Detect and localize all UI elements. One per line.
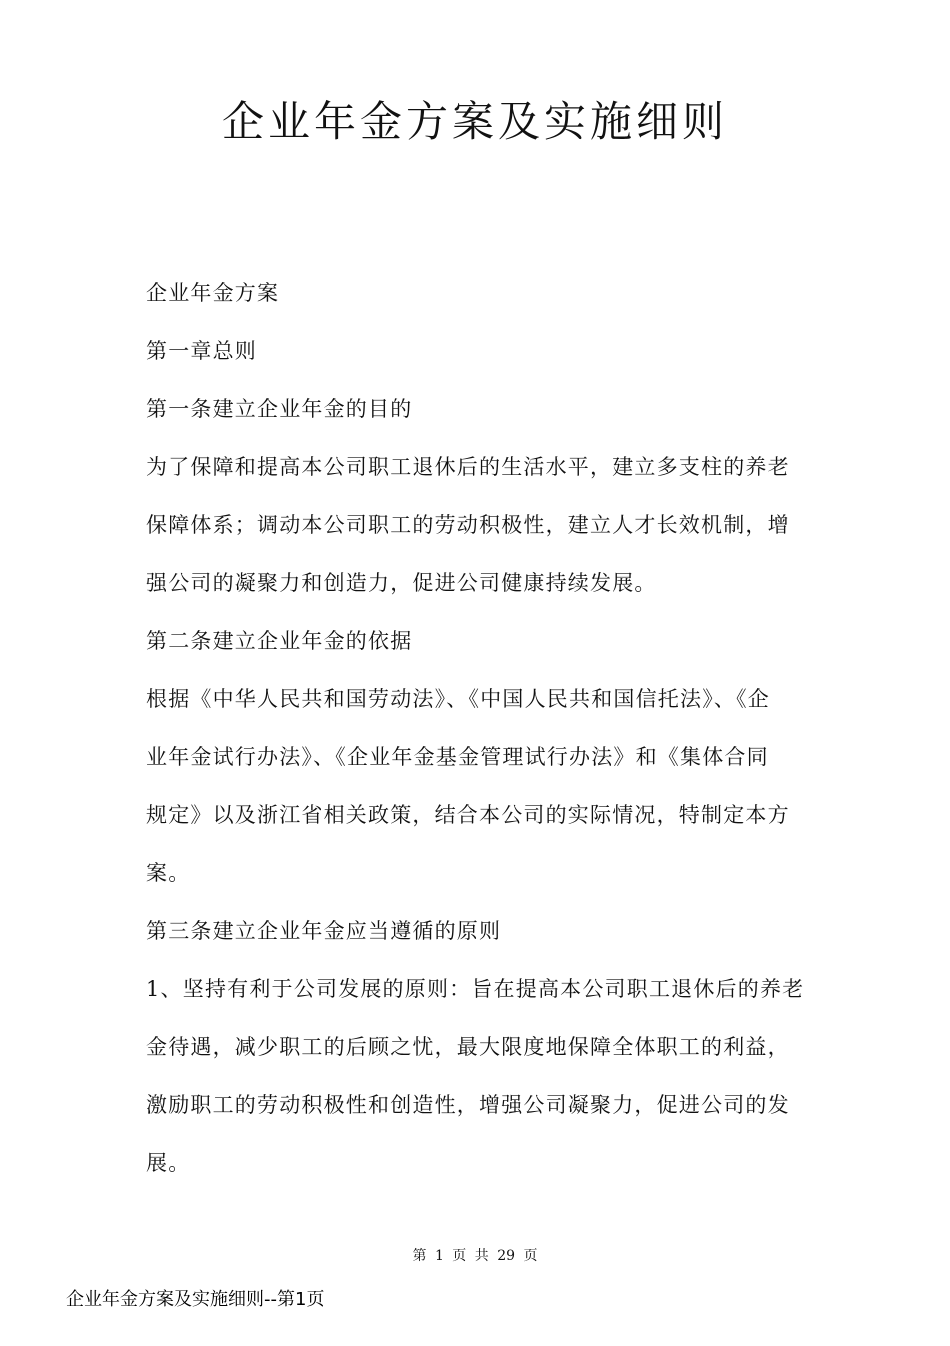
body-line: 第一条建立企业年金的目的 (146, 397, 413, 421)
document-title: 企业年金方案及实施细则 (221, 97, 728, 146)
body-line: 强公司的凝聚力和创造力，促进公司健康持续发展。 (146, 571, 657, 595)
page-number: 第 1 页 共 29 页 (412, 1248, 538, 1264)
body-line: 第二条建立企业年金的依据 (146, 629, 413, 653)
body-line: 第三条建立企业年金应当遵循的原则 (146, 919, 502, 943)
body-line: 规定》以及浙江省相关政策，结合本公司的实际情况，特制定本方 (146, 803, 790, 827)
body-line: 企业年金方案 (146, 281, 280, 305)
body-line: 展。 (146, 1151, 191, 1175)
body-line: 金待遇，减少职工的后顾之忧，最大限度地保障全体职工的利益， (146, 1035, 790, 1059)
body-line: 激励职工的劳动积极性和创造性，增强公司凝聚力，促进公司的发 (146, 1093, 790, 1117)
body-line: 业年金试行办法》、《企业年金基金管理试行办法》和《集体合同 (146, 745, 769, 769)
body-line: 为了保障和提高本公司职工退休后的生活水平，建立多支柱的养老 (146, 455, 790, 479)
body-line: 根据《中华人民共和国劳动法》、《中国人民共和国信托法》、《企 (146, 687, 770, 711)
document-body (146, 264, 806, 1192)
body-line: 第一章总则 (146, 339, 257, 363)
body-line: 案。 (146, 861, 191, 885)
body-line: 1、坚持有利于公司发展的原则：旨在提高本公司职工退休后的养老 (146, 977, 805, 1001)
body-line: 保障体系；调动本公司职工的劳动积极性，建立人才长效机制，增 (146, 513, 790, 537)
footer-label: 企业年金方案及实施细则--第1页 (66, 1289, 325, 1310)
